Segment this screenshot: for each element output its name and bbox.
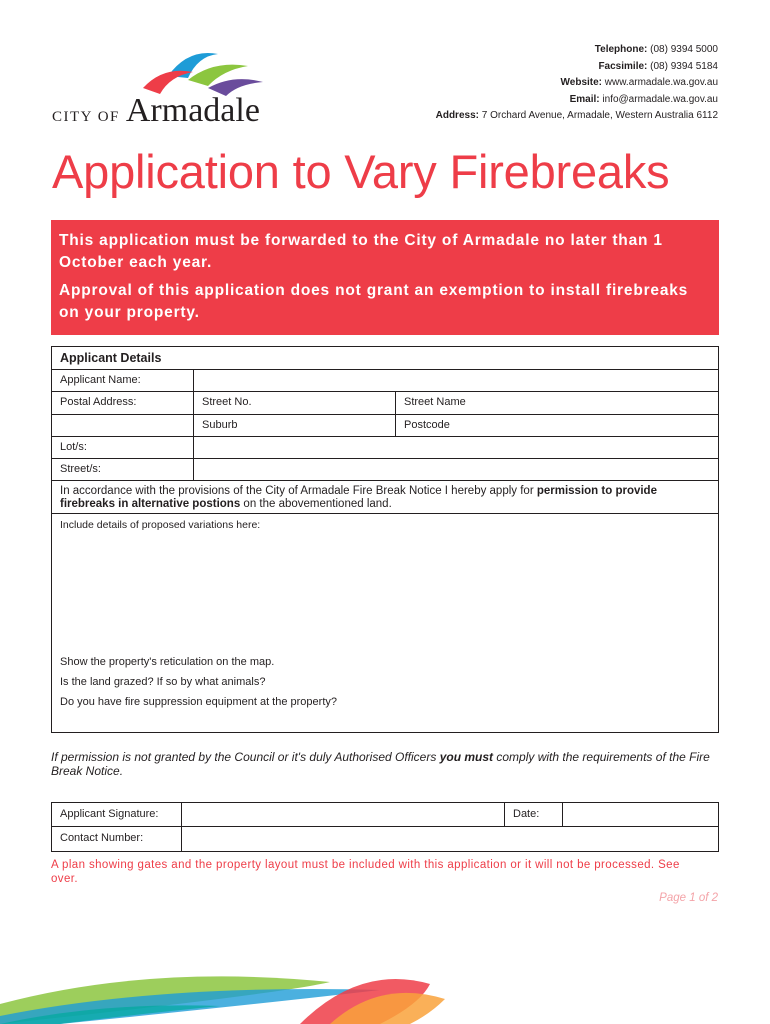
contact-number-label: Contact Number: (52, 827, 182, 851)
street-no-field[interactable]: Street No. (194, 392, 396, 414)
applicant-name-row (52, 370, 718, 392)
streets-label: Street/s: (52, 459, 194, 480)
facsimile-label: Facsimile: (598, 60, 648, 72)
deadline-notice (51, 220, 719, 335)
address-label: Address: (435, 110, 479, 122)
question-reticulation: Show the property's reticulation on the map. (60, 656, 275, 668)
page-indicator: Page 1 of 2 (659, 892, 718, 904)
signature-field[interactable] (182, 803, 505, 826)
telephone-value: (08) 9394 5000 (650, 44, 718, 55)
question-grazed: Is the land grazed? If so by what animals? (60, 676, 266, 688)
declaration-bold: permission to provide firebreaks in alternative postions (60, 485, 657, 510)
date-field[interactable] (563, 803, 718, 826)
website-line (436, 75, 718, 92)
section-header: Applicant Details (52, 347, 718, 370)
signature-label: Applicant Signature: (52, 803, 182, 826)
permission-statement (51, 750, 721, 778)
plan-note: A plan showing gates and the property layout must be included with this application or it will not be processed. See over. (51, 859, 680, 885)
details-prompt: Include details of proposed variations here: (60, 519, 261, 531)
facsimile-value: (08) 9394 5184 (650, 60, 718, 72)
postal-address-label: Postal Address: (52, 392, 194, 414)
date-label: Date: (505, 803, 563, 826)
email-line (436, 92, 718, 109)
declaration-post: on the abovementioned land. (240, 498, 392, 510)
address-value: 7 Orchard Avenue, Armadale, Western Australia 6112 (481, 110, 718, 122)
lots-label: Lot/s: (52, 437, 194, 458)
declaration (52, 481, 718, 514)
notice-deadline: This application must be forwarded to the City of Armadale no later than 1 October each year. (59, 232, 663, 271)
applicant-name-label: Applicant Name: (52, 370, 194, 391)
telephone-label: Telephone: (594, 44, 648, 55)
logo-prefix: CITY OF (52, 109, 120, 125)
streets-field[interactable] (194, 459, 718, 480)
question-equipment: Do you have fire suppression equipment at the property? (60, 696, 337, 708)
applicant-details-form (51, 346, 719, 733)
page-title: Application to Vary Firebreaks (52, 145, 670, 198)
street-name-field[interactable]: Street Name (404, 396, 466, 408)
applicant-name-field[interactable] (194, 370, 718, 391)
address-line (436, 108, 718, 125)
contact-number-row (52, 827, 718, 851)
contact-block (436, 42, 718, 125)
signature-row (52, 803, 718, 827)
postcode-field[interactable]: Postcode (404, 419, 450, 431)
website-label: Website: (560, 77, 603, 89)
permission-bold: you must (439, 750, 494, 764)
variation-details-field[interactable] (52, 514, 718, 732)
city-logo (48, 46, 278, 129)
permission-post: comply with the requirements of the Fire Break Notice. (51, 750, 710, 778)
streets-row (52, 459, 718, 481)
facsimile-line (436, 59, 718, 76)
declaration-pre: In accordance with the provisions of the City of Armadale Fire Break Notice I hereby apply for (60, 485, 537, 497)
footer-swoosh-icon (0, 924, 770, 1024)
suburb-spacer (52, 415, 194, 436)
postal-address-row (52, 392, 718, 415)
website-link[interactable]: www.armadale.wa.gov.au (604, 77, 718, 89)
signature-table (51, 802, 719, 852)
suburb-field[interactable]: Suburb (194, 415, 396, 436)
lots-field[interactable] (194, 437, 718, 458)
logo-name: Armadale (125, 92, 260, 129)
email-label: Email: (569, 93, 600, 105)
lots-row (52, 437, 718, 459)
declaration-text (60, 485, 710, 509)
contact-number-field[interactable] (182, 827, 718, 851)
notice-exemption: Approval of this application does not grant an exemption to install firebreaks on your property. (59, 282, 689, 321)
permission-pre: If permission is not granted by the Council or it's duly Authorised Officers (51, 750, 440, 764)
suburb-row (52, 415, 718, 437)
email-link[interactable]: info@armadale.wa.gov.au (602, 93, 718, 105)
telephone-line (436, 42, 718, 59)
